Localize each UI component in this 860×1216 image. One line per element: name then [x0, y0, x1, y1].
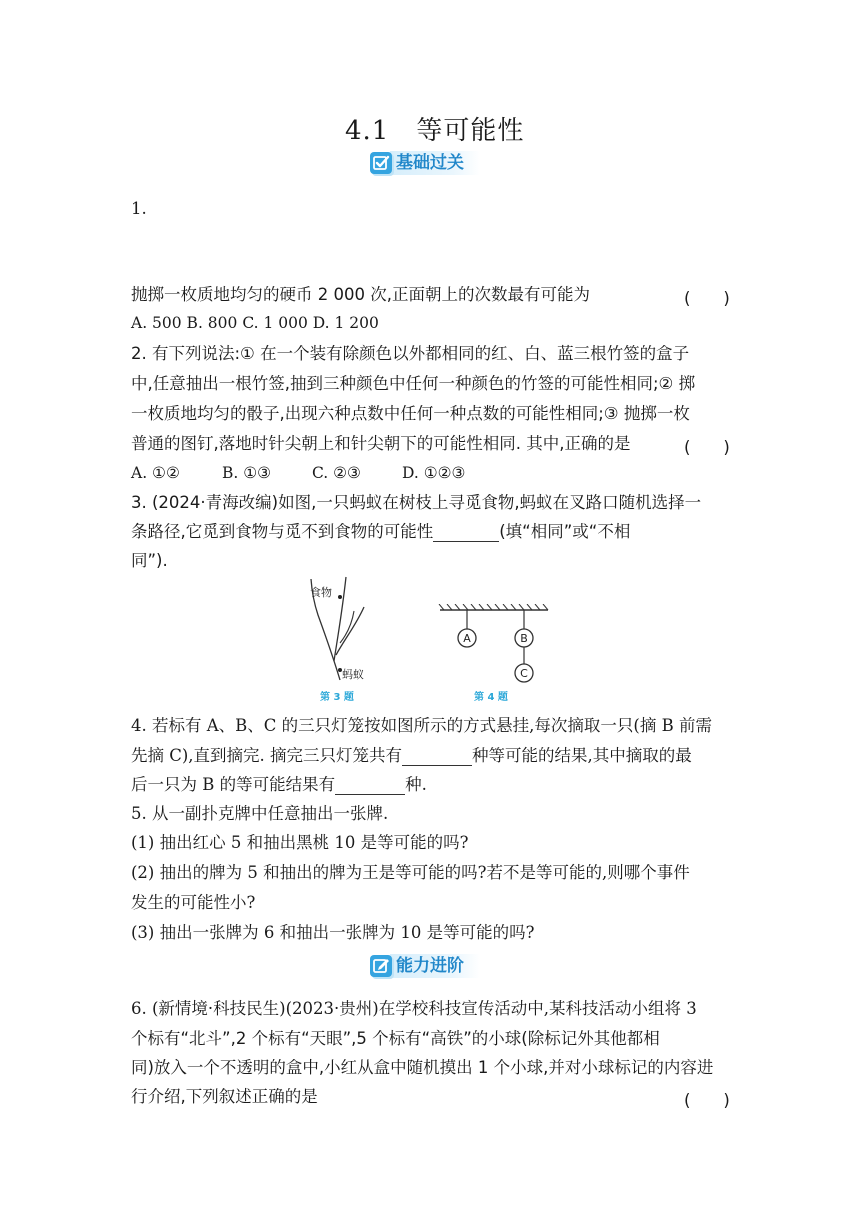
figure-3-caption: 第 3 题	[320, 692, 354, 703]
lantern-c-label: C	[520, 667, 528, 680]
lantern-a-label: A	[463, 632, 471, 645]
question-5-line-1: 5. 从一副扑克牌中任意抽出一张牌.	[131, 804, 389, 823]
question-6-line-1: 6. (新情境·科技民生)(2023·贵州)在学校科技宣传活动中,某科技活动小组将 3	[131, 999, 697, 1018]
question-4-line-2	[131, 746, 692, 766]
question-3-line-3: 同”).	[131, 551, 168, 570]
question-4-blank-1[interactable]	[402, 748, 472, 766]
question-5-sub-1: (1) 抽出红心 5 和抽出黑桃 10 是等可能的吗?	[131, 833, 469, 852]
question-5-sub-2-line-1: (2) 抽出的牌为 5 和抽出的牌为王是等可能的吗?若不是等可能的,则哪个事件	[131, 863, 690, 882]
question-2-line-2: 中,任意抽出一根竹签,抽到三种颜色中任何一种颜色的竹签的可能性相同;② 掷	[131, 374, 696, 393]
checkbox-icon	[370, 152, 392, 174]
question-2-option-a: A. ①②	[131, 464, 180, 482]
question-3-line-1: 3. (2024·青海改编)如图,一只蚂蚁在树枝上寻觅食物,蚂蚁在叉路口随机选择一	[131, 493, 702, 512]
question-3-blank[interactable]	[433, 524, 499, 542]
question-1-stem: 抛掷一枚质地均匀的硬币 2 000 次,正面朝上的次数最有可能为	[131, 285, 590, 304]
figure-3-branch-diagram	[290, 575, 390, 685]
question-5-sub-2-line-2: 发生的可能性小?	[131, 893, 256, 912]
question-2-line-1: 2. 有下列说法:① 在一个装有除颜色以外都相同的红、白、蓝三根竹签的盒子	[131, 344, 690, 363]
question-6-line-2: 个标有“北斗”,2 个标有“天眼”,5 个标有“高铁”的小球(除标记外其他都相	[131, 1029, 660, 1048]
question-4-line-2-text: 先摘 C),直到摘完. 摘完三只灯笼共有	[131, 746, 403, 765]
question-3-line-2-text: 条路径,它觅到食物与觅不到食物的可能性	[131, 522, 434, 541]
section-label-advanced: 能力进阶	[390, 954, 480, 978]
section-label-basic: 基础过关	[390, 151, 480, 175]
food-dot	[338, 595, 342, 599]
figure-4-caption: 第 4 题	[474, 692, 508, 703]
question-5-sub-3: (3) 抽出一张牌为 6 和抽出一张牌为 10 是等可能的吗?	[131, 923, 535, 942]
figure-4-lanterns-diagram	[438, 604, 550, 689]
section-badge-advanced	[370, 954, 480, 978]
lantern-b-label: B	[520, 632, 528, 645]
question-3-line-2-tail: (填“相同”或“不相	[499, 522, 631, 541]
question-2-answer-paren[interactable]: ( )	[684, 438, 730, 457]
question-1-options: A. 500 B. 800 C. 1 000 D. 1 200	[131, 314, 379, 332]
question-4-line-3-text: 后一只为 B 的等可能结果有	[131, 775, 336, 794]
question-1-answer-paren[interactable]: ( )	[684, 289, 730, 308]
question-4-line-1: 4. 若标有 A、B、C 的三只灯笼按如图所示的方式悬挂,每次摘取一只(摘 B 前需	[131, 716, 712, 735]
question-4-blank-2[interactable]	[335, 777, 405, 795]
question-4-line-2-tail: 种等可能的结果,其中摘取的最	[472, 746, 692, 765]
question-2-option-b: B. ①③	[222, 464, 272, 482]
question-6-answer-paren[interactable]: ( )	[684, 1091, 730, 1110]
figure-3-food-label: 食物	[310, 586, 332, 599]
question-3-line-2	[131, 522, 630, 542]
question-4-line-3	[131, 775, 427, 795]
question-2-line-3: 一枚质地均匀的骰子,出现六种点数中任何一种点数的可能性相同;③ 抛掷一枚	[131, 404, 690, 423]
page-title: 4.1 等可能性	[345, 116, 525, 146]
section-badge-basic	[370, 151, 480, 175]
question-2-option-c: C. ②③	[312, 464, 361, 482]
question-1-number: 1.	[131, 199, 147, 218]
question-6-line-3: 同)放入一个不透明的盒中,小红从盒中随机摸出 1 个小球,并对小球标记的内容进	[131, 1058, 714, 1077]
figure-3-ant-label: 蚂蚁	[342, 668, 364, 681]
question-2-line-4: 普通的图钉,落地时针尖朝上和针尖朝下的可能性相同. 其中,正确的是	[131, 434, 631, 453]
pencil-note-icon	[370, 955, 392, 977]
question-2-option-d: D. ①②③	[402, 464, 466, 482]
question-6-line-4: 行介绍,下列叙述正确的是	[131, 1087, 318, 1106]
question-4-line-3-tail: 种.	[405, 775, 427, 794]
